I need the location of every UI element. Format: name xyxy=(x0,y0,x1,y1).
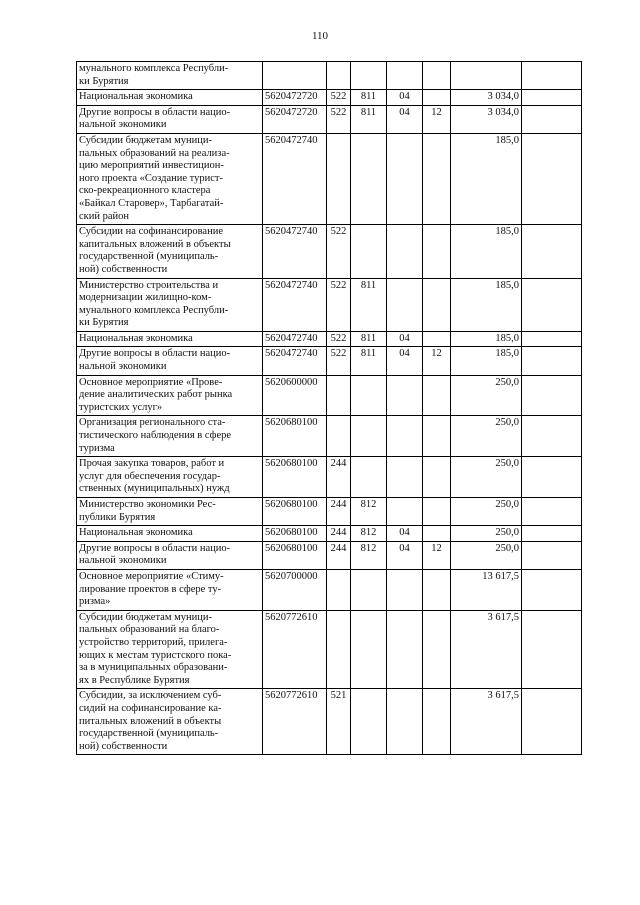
ministry-code-cell: 812 xyxy=(351,541,387,569)
item-name-cell: Основное мероприятие «Прове- дение аналитических работ рынка туристских услуг» xyxy=(77,375,263,416)
empty-amount-cell xyxy=(522,457,582,498)
expense-type-code-cell: 522 xyxy=(327,90,351,106)
table-row xyxy=(77,105,582,133)
section-code-cell xyxy=(387,225,423,278)
table-row xyxy=(77,541,582,569)
section-code-cell xyxy=(387,498,423,526)
subsection-code-cell: 12 xyxy=(423,541,451,569)
budget-table xyxy=(76,61,582,755)
amount-cell: 250,0 xyxy=(451,526,522,542)
item-name-cell: Министерство экономики Рес- публики Бурятия xyxy=(77,498,263,526)
subsection-code-cell xyxy=(423,689,451,755)
ministry-code-cell xyxy=(351,375,387,416)
item-name-cell: Основное мероприятие «Стиму- лирование проектов в сфере ту- ризма» xyxy=(77,569,263,610)
table-row xyxy=(77,457,582,498)
section-code-cell: 04 xyxy=(387,105,423,133)
empty-amount-cell xyxy=(522,526,582,542)
empty-amount-cell xyxy=(522,225,582,278)
expense-type-code-cell: 522 xyxy=(327,278,351,331)
empty-amount-cell xyxy=(522,375,582,416)
empty-amount-cell xyxy=(522,331,582,347)
expense-type-code-cell xyxy=(327,416,351,457)
expense-type-code-cell: 522 xyxy=(327,331,351,347)
item-name-cell: Субсидии, за исключением суб- сидий на софинансирование ка- питальных вложений в объекты государственной (муниципаль- ной) собственности xyxy=(77,689,263,755)
item-name-cell: Национальная экономика xyxy=(77,331,263,347)
ministry-code-cell xyxy=(351,416,387,457)
expense-type-code-cell: 522 xyxy=(327,225,351,278)
amount-cell: 250,0 xyxy=(451,498,522,526)
expense-type-code-cell xyxy=(327,375,351,416)
empty-amount-cell xyxy=(522,105,582,133)
amount-cell: 250,0 xyxy=(451,457,522,498)
item-name-cell: Другие вопросы в области нацио- нальной экономики xyxy=(77,105,263,133)
subsection-code-cell xyxy=(423,133,451,224)
target-article-code-cell: 5620472740 xyxy=(263,225,327,278)
target-article-code-cell: 5620472740 xyxy=(263,347,327,375)
table-row xyxy=(77,526,582,542)
ministry-code-cell xyxy=(351,133,387,224)
target-article-code-cell: 5620680100 xyxy=(263,457,327,498)
section-code-cell xyxy=(387,416,423,457)
target-article-code-cell: 5620472740 xyxy=(263,278,327,331)
subsection-code-cell xyxy=(423,375,451,416)
item-name-cell: Организация регионального ста- тистического наблюдения в сфере туризма xyxy=(77,416,263,457)
table-row xyxy=(77,347,582,375)
item-name-cell: Национальная экономика xyxy=(77,526,263,542)
ministry-code-cell xyxy=(351,457,387,498)
empty-amount-cell xyxy=(522,610,582,689)
target-article-code-cell: 5620472740 xyxy=(263,331,327,347)
ministry-code-cell xyxy=(351,225,387,278)
amount-cell: 3 034,0 xyxy=(451,90,522,106)
amount-cell: 250,0 xyxy=(451,375,522,416)
section-code-cell xyxy=(387,689,423,755)
subsection-code-cell xyxy=(423,278,451,331)
empty-amount-cell xyxy=(522,90,582,106)
table-row xyxy=(77,278,582,331)
table-body xyxy=(77,62,582,755)
table-row xyxy=(77,569,582,610)
table-row xyxy=(77,225,582,278)
subsection-code-cell xyxy=(423,526,451,542)
table-row xyxy=(77,498,582,526)
page-number: 110 xyxy=(311,30,329,42)
table-row xyxy=(77,610,582,689)
item-name-cell: Субсидии на софинансирование капитальных вложений в объекты государственной (муниципаль- ной) собственности xyxy=(77,225,263,278)
ministry-code-cell xyxy=(351,689,387,755)
ministry-code-cell: 812 xyxy=(351,526,387,542)
expense-type-code-cell: 244 xyxy=(327,541,351,569)
table-row xyxy=(77,375,582,416)
subsection-code-cell xyxy=(423,416,451,457)
section-code-cell xyxy=(387,569,423,610)
amount-cell: 185,0 xyxy=(451,133,522,224)
empty-amount-cell xyxy=(522,416,582,457)
ministry-code-cell: 811 xyxy=(351,105,387,133)
amount-cell: 13 617,5 xyxy=(451,569,522,610)
table-row xyxy=(77,331,582,347)
table-row xyxy=(77,133,582,224)
target-article-code-cell: 5620680100 xyxy=(263,526,327,542)
ministry-code-cell: 811 xyxy=(351,347,387,375)
amount-cell: 185,0 xyxy=(451,278,522,331)
empty-amount-cell xyxy=(522,62,582,90)
section-code-cell xyxy=(387,133,423,224)
target-article-code-cell: 5620772610 xyxy=(263,689,327,755)
subsection-code-cell: 12 xyxy=(423,105,451,133)
target-article-code-cell: 5620772610 xyxy=(263,610,327,689)
item-name-cell: Министерство строительства и модернизации жилищно-ком- мунального комплекса Республи- ки Бурятия xyxy=(77,278,263,331)
section-code-cell xyxy=(387,278,423,331)
table-row xyxy=(77,416,582,457)
empty-amount-cell xyxy=(522,498,582,526)
section-code-cell: 04 xyxy=(387,541,423,569)
section-code-cell: 04 xyxy=(387,331,423,347)
ministry-code-cell: 811 xyxy=(351,278,387,331)
target-article-code-cell: 5620700000 xyxy=(263,569,327,610)
expense-type-code-cell: 522 xyxy=(327,105,351,133)
ministry-code-cell xyxy=(351,569,387,610)
item-name-cell: Другие вопросы в области нацио- нальной экономики xyxy=(77,541,263,569)
expense-type-code-cell xyxy=(327,610,351,689)
section-code-cell xyxy=(387,375,423,416)
ministry-code-cell: 811 xyxy=(351,331,387,347)
amount-cell: 185,0 xyxy=(451,225,522,278)
target-article-code-cell xyxy=(263,62,327,90)
empty-amount-cell xyxy=(522,689,582,755)
amount-cell: 3 617,5 xyxy=(451,689,522,755)
item-name-cell: Субсидии бюджетам муници- пальных образований на реализа- цию мероприятий инвестицион- ного проекта «Создание турист- ско-рекреационного кластера «Байкал Старовер», Тарбагатай- ский район xyxy=(77,133,263,224)
empty-amount-cell xyxy=(522,541,582,569)
subsection-code-cell xyxy=(423,90,451,106)
subsection-code-cell xyxy=(423,457,451,498)
expense-type-code-cell: 244 xyxy=(327,457,351,498)
section-code-cell xyxy=(387,62,423,90)
subsection-code-cell xyxy=(423,62,451,90)
amount-cell: 185,0 xyxy=(451,347,522,375)
target-article-code-cell: 5620680100 xyxy=(263,416,327,457)
section-code-cell: 04 xyxy=(387,526,423,542)
section-code-cell xyxy=(387,457,423,498)
expense-type-code-cell xyxy=(327,62,351,90)
empty-amount-cell xyxy=(522,278,582,331)
subsection-code-cell xyxy=(423,225,451,278)
amount-cell: 185,0 xyxy=(451,331,522,347)
target-article-code-cell: 5620600000 xyxy=(263,375,327,416)
amount-cell xyxy=(451,62,522,90)
section-code-cell xyxy=(387,610,423,689)
ministry-code-cell xyxy=(351,62,387,90)
empty-amount-cell xyxy=(522,133,582,224)
expense-type-code-cell xyxy=(327,569,351,610)
ministry-code-cell: 812 xyxy=(351,498,387,526)
target-article-code-cell: 5620680100 xyxy=(263,498,327,526)
empty-amount-cell xyxy=(522,569,582,610)
table-row xyxy=(77,62,582,90)
item-name-cell: Субсидии бюджетам муници- пальных образований на благо- устройство территорий, прилега- ющих к местам туристского пока- за в муниципальных образовани- ях в Республике Бурятия xyxy=(77,610,263,689)
section-code-cell: 04 xyxy=(387,90,423,106)
amount-cell: 250,0 xyxy=(451,416,522,457)
item-name-cell: Национальная экономика xyxy=(77,90,263,106)
subsection-code-cell xyxy=(423,610,451,689)
ministry-code-cell xyxy=(351,610,387,689)
empty-amount-cell xyxy=(522,347,582,375)
amount-cell: 3 034,0 xyxy=(451,105,522,133)
amount-cell: 3 617,5 xyxy=(451,610,522,689)
section-code-cell: 04 xyxy=(387,347,423,375)
subsection-code-cell: 12 xyxy=(423,347,451,375)
item-name-cell: мунального комплекса Республи- ки Бурятия xyxy=(77,62,263,90)
target-article-code-cell: 5620680100 xyxy=(263,541,327,569)
ministry-code-cell: 811 xyxy=(351,90,387,106)
subsection-code-cell xyxy=(423,569,451,610)
amount-cell: 250,0 xyxy=(451,541,522,569)
expense-type-code-cell: 522 xyxy=(327,347,351,375)
expense-type-code-cell xyxy=(327,133,351,224)
expense-type-code-cell: 521 xyxy=(327,689,351,755)
target-article-code-cell: 5620472740 xyxy=(263,133,327,224)
subsection-code-cell xyxy=(423,331,451,347)
item-name-cell: Прочая закупка товаров, работ и услуг для обеспечения государ- ственных (муниципальных) нужд xyxy=(77,457,263,498)
table-row xyxy=(77,90,582,106)
subsection-code-cell xyxy=(423,498,451,526)
item-name-cell: Другие вопросы в области нацио- нальной экономики xyxy=(77,347,263,375)
expense-type-code-cell: 244 xyxy=(327,498,351,526)
target-article-code-cell: 5620472720 xyxy=(263,90,327,106)
table-row xyxy=(77,689,582,755)
target-article-code-cell: 5620472720 xyxy=(263,105,327,133)
expense-type-code-cell: 244 xyxy=(327,526,351,542)
